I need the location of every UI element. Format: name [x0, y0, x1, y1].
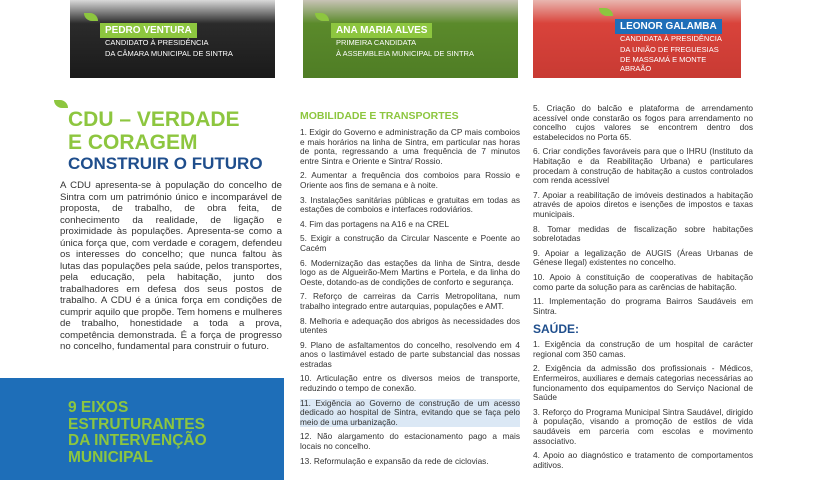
leaf-icon: [54, 100, 68, 108]
list-item: 7. Reforço de carreiras da Carris Metropolitana, num trabalho integrado entre autarquias, populações e AMT.: [300, 291, 520, 311]
list-item: 3. Reforço do Programa Municipal Sintra Saudável, dirigido à população, visando a promoção de estilos de vida saudáveis em parceria com escolas e movimento associativo.: [533, 406, 753, 446]
intro-body: A CDU apresenta-se à população do concelho de Sintra com um património único e incomparável de proposta, de trabalho, de obra feita, de conhecimento da realidade, de ligação e proximidade às populações. Apresenta-se como a única força que, com verdade e coragem, defendeu os interesses do concelho; que nunca faltou às lutas das populações pela saúde, pelos transportes, pela educação, pela habitação, junto dos trabalhadores em defesa dos seus postos de trabalho. A CDU é a única força em condições de cumprir aquilo que propõe. Tem homens e mulheres de trabalho, honestidade a toda a prova, competência demonstrada. É a força de progresso no concelho, fundamental para construir o futuro.: [60, 180, 282, 352]
candidate-role: DA UNIÃO DE FREGUESIAS: [620, 44, 719, 54]
mobility-column: [300, 110, 520, 471]
list-item: 8. Tomar medidas de fiscalização sobre habitações sobrelotadas: [533, 223, 753, 244]
candidate-photo-pedro: [70, 0, 275, 78]
axes-title-line: 9 EIXOS: [68, 399, 129, 416]
candidate-role: DE MASSAMÁ E MONTE ABRAÃO: [620, 55, 707, 73]
axes-title-line: MUNICIPAL: [68, 448, 153, 466]
candidate-role: CANDIDATA À PRESIDÊNCIA: [620, 34, 722, 43]
list-item: 4. Apoio ao diagnóstico e tratamento de comportamentos aditivos.: [533, 450, 753, 470]
candidate-role: À ASSEMBLEIA MUNICIPAL DE SINTRA: [336, 48, 474, 58]
candidate-role: DA CÂMARA MUNICIPAL DE SINTRA: [105, 48, 233, 58]
axes-box: [0, 378, 284, 480]
health-title: SAÚDE:: [533, 322, 580, 337]
axes-title: [68, 400, 207, 466]
list-item: 6. Modernização das estações da linha de Sintra, desde logo as de Algueirão-Mem Martins e Portela, e da linha do Oeste, dotando-as de condições de conforto e segurança.: [300, 257, 520, 287]
list-item: 11. Exigência ao Governo de construção de um acesso dedicado ao hospital de Sintra, evitando que se faça pelo meio de uma urbanização.: [300, 397, 520, 427]
mobility-title: MOBILIDADE E TRANSPORTES: [300, 110, 459, 122]
list-item: 1. Exigência da construção de um hospital de carácter regional com 350 camas.: [533, 339, 753, 359]
intro-subtitle: CONSTRUIR O FUTURO: [68, 154, 263, 173]
list-item: 9. Apoiar a legalização de AUGIS (Áreas Urbanas de Génese Ilegal) existentes no concelho.: [533, 247, 753, 268]
list-item: 3. Instalações sanitárias públicas e gratuitas em todas as estações de comboios e interfaces rodoviários.: [300, 194, 520, 215]
axes-title-line: DA INTERVENÇÃO: [68, 432, 207, 449]
candidate-role: CANDIDATO À PRESIDÊNCIA: [105, 38, 209, 47]
list-item: 10. Articulação entre os diversos meios de transporte, reduzindo o tempo de conexão.: [300, 373, 520, 394]
list-item: 4. Fim das portagens na A16 e na CREL: [300, 218, 449, 229]
list-item: 11. Implementação do programa Bairros Saudáveis em Sintra.: [533, 296, 753, 316]
list-item: 6. Criar condições favoráveis para que o IHRU (Instituto da Habitação e da Reabilitação Urbana) e particulares procedam à construção de habitação a custos controlados com renda acessível: [533, 146, 753, 186]
axes-title-line: ESTRUTURANTES: [68, 415, 205, 433]
list-item: 7. Apoiar a reabilitação de imóveis destinados a habitação através de apoios diretos e isenções de impostos e taxas municipais.: [533, 189, 753, 219]
candidate-name: ANA MARIA ALVES: [331, 23, 432, 38]
list-item: 10. Apoio à constituição de cooperativas de habitação como parte da solução para as carências de habitação.: [533, 271, 753, 292]
intro-column: [60, 100, 282, 353]
list-item: 13. Reformulação e expansão da rede de ciclovias.: [300, 455, 489, 466]
list-item: 2. Exigência da admissão dos profissionais - Médicos, Enfermeiros, auxiliares e demais categorias necessárias ao funcionamento dos equipamentos do Serviço Nacional de Saúde: [533, 363, 753, 403]
candidate-photo-leonor: [533, 0, 741, 78]
list-item: 5. Criação do balcão e plataforma de arrendamento acessível onde constarão os fogos para arrendamento no concelho cujos valores se encontrem dentro dos estabelecidos no Porta 65.: [533, 103, 753, 142]
list-item: 1. Exigir do Governo e administração da CP mais comboios e mais horários na linha de Sintra, em particular nas horas de ponta, regressando a uma frequência de 7 minutos entre Sintra e Oriente e Sintra/ Rossio.: [300, 127, 520, 166]
housing-health-column: [533, 104, 753, 475]
list-item: 5. Exigir a construção da Circular Nascente e Poente ao Cacém: [300, 233, 520, 253]
candidate-photo-ana: [303, 0, 518, 78]
list-item: 8. Melhoria e adequação dos abrigos às necessidades dos utentes: [300, 315, 520, 336]
intro-title: E CORAGEM: [68, 131, 198, 154]
list-item: 9. Plano de asfaltamentos do concelho, resolvendo em 4 anos o lastimável estado de parte substancial das nossas estradas: [300, 339, 520, 369]
list-item: 2. Aumentar a frequência dos comboios para Rossio e Oriente aos fins de semana e à noite.: [300, 170, 520, 190]
list-item: 12. Não alargamento do estacionamento pago a mais locais no concelho.: [300, 431, 520, 452]
candidate-name: LEONOR GALAMBA: [615, 19, 722, 34]
candidate-role: PRIMEIRA CANDIDATA: [336, 38, 417, 47]
intro-title: CDU – VERDADE: [68, 108, 240, 131]
candidate-name: PEDRO VENTURA: [100, 23, 197, 38]
